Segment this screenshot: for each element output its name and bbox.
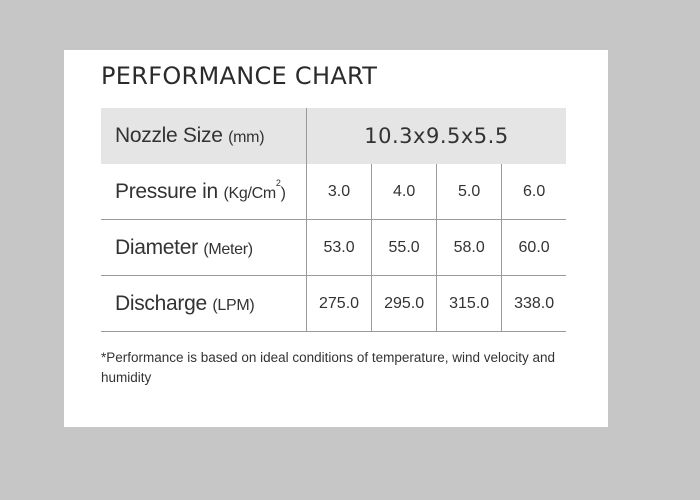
pressure-value: 4.0 [372,164,437,220]
nozzle-size-value: 10.3x9.5x5.5 [307,108,567,164]
discharge-value: 315.0 [437,276,502,332]
discharge-value: 275.0 [307,276,372,332]
diameter-value: 55.0 [372,220,437,276]
nozzle-label: Nozzle Size [115,124,223,147]
chart-title: PERFORMANCE CHART [101,62,378,90]
diameter-label: Diameter [115,235,198,259]
discharge-label-cell [101,276,307,332]
discharge-row [101,276,566,332]
discharge-unit: (LPM) [212,296,255,314]
pressure-label: Pressure in [115,179,218,203]
diameter-value: 58.0 [437,220,502,276]
diameter-label-cell [101,220,307,276]
pressure-value: 3.0 [307,164,372,220]
diameter-unit: (Meter) [203,240,253,258]
diameter-row [101,220,566,276]
discharge-value: 295.0 [372,276,437,332]
footnote: *Performance is based on ideal conditions of temperature, wind velocity and humidity [101,350,556,385]
pressure-row [101,164,566,220]
pressure-label-cell [101,164,307,220]
discharge-value: 338.0 [502,276,566,332]
nozzle-row [101,108,566,164]
performance-card [64,50,608,427]
diameter-value: 60.0 [502,220,566,276]
pressure-value: 5.0 [437,164,502,220]
diameter-value: 53.0 [307,220,372,276]
discharge-label: Discharge [115,291,207,315]
performance-table [101,108,566,332]
nozzle-label-cell [101,108,307,164]
pressure-value: 6.0 [502,164,566,220]
pressure-unit: (Kg/Cm$^2$) [223,177,286,202]
nozzle-unit: (mm) [228,129,265,146]
